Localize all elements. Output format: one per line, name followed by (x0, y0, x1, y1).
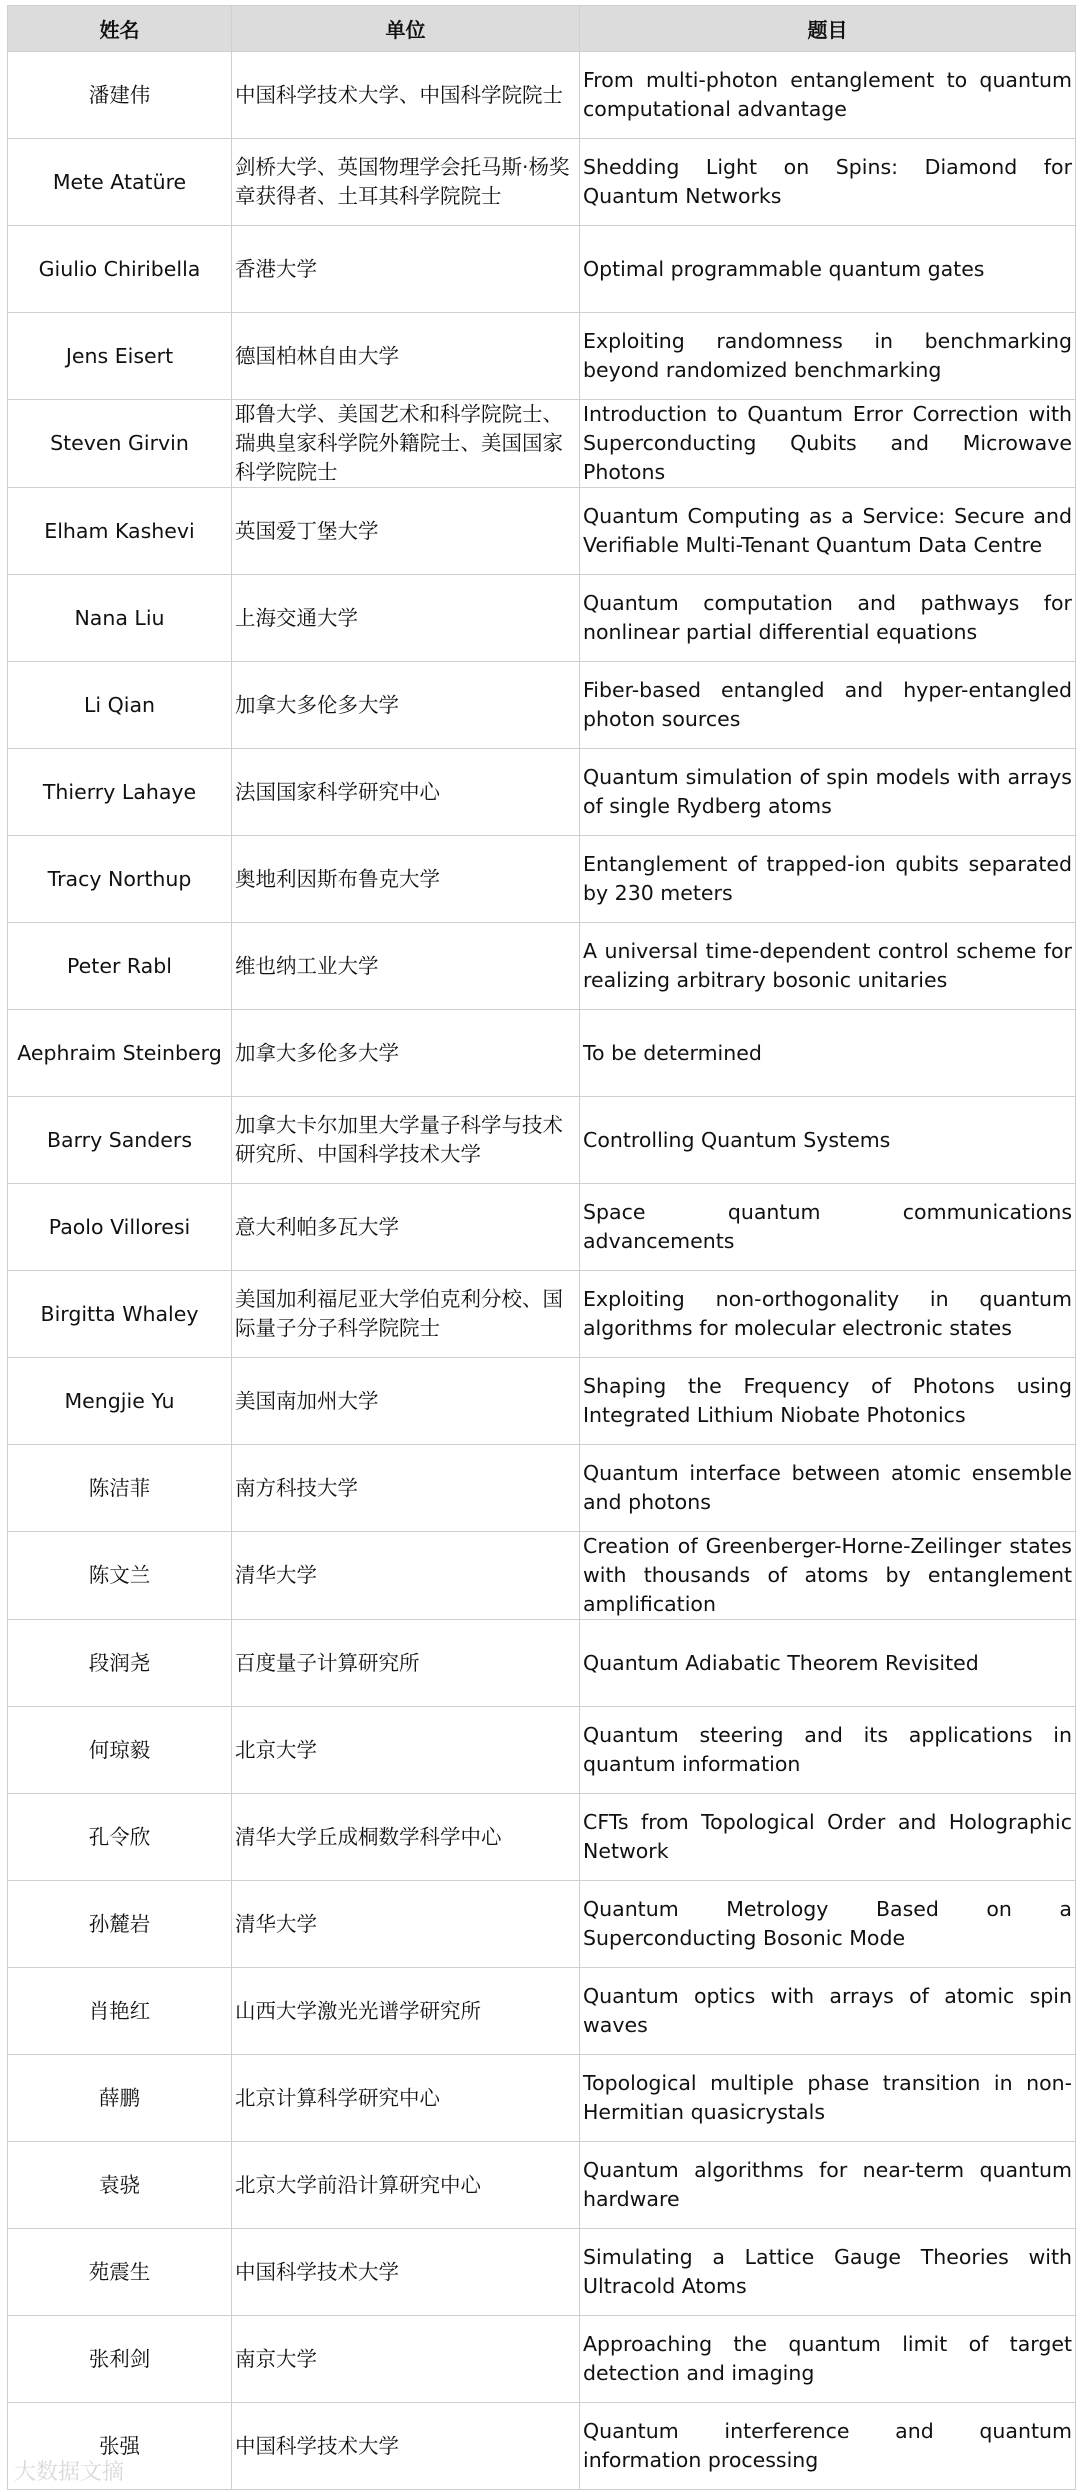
unit-cell: 加拿大多伦多大学 (232, 662, 580, 749)
unit-cell: 维也纳工业大学 (232, 923, 580, 1010)
topic-cell: Exploiting randomness in benchmarking beyond randomized benchmarking (580, 313, 1076, 400)
name-cell: Nana Liu (8, 575, 232, 662)
unit-cell: 南方科技大学 (232, 1445, 580, 1532)
table-row (8, 1358, 1076, 1445)
topic-cell: Simulating a Lattice Gauge Theories with Ultracold Atoms (580, 2229, 1076, 2316)
topic-cell: Shaping the Frequency of Photons using Integrated Lithium Niobate Photonics (580, 1358, 1076, 1445)
unit-cell: 美国南加州大学 (232, 1358, 580, 1445)
unit-cell: 百度量子计算研究所 (232, 1620, 580, 1707)
topic-cell: From multi-photon entanglement to quantum computational advantage (580, 52, 1076, 139)
speaker-table (7, 5, 1076, 2490)
name-cell: 孔令欣 (8, 1794, 232, 1881)
table-row (8, 923, 1076, 1010)
unit-cell: 奥地利因斯布鲁克大学 (232, 836, 580, 923)
name-cell: Paolo Villoresi (8, 1184, 232, 1271)
topic-cell: Quantum optics with arrays of atomic spin waves (580, 1968, 1076, 2055)
table-row (8, 488, 1076, 575)
unit-cell: 清华大学 (232, 1532, 580, 1620)
table-row (8, 836, 1076, 923)
unit-cell: 北京大学 (232, 1707, 580, 1794)
name-cell: 袁骁 (8, 2142, 232, 2229)
unit-cell: 北京大学前沿计算研究中心 (232, 2142, 580, 2229)
unit-cell: 剑桥大学、英国物理学会托马斯·杨奖章获得者、土耳其科学院院士 (232, 139, 580, 226)
topic-cell: Entanglement of trapped-ion qubits separated by 230 meters (580, 836, 1076, 923)
unit-cell: 意大利帕多瓦大学 (232, 1184, 580, 1271)
name-cell: Giulio Chiribella (8, 226, 232, 313)
name-cell: Aephraim Steinberg (8, 1010, 232, 1097)
topic-cell: Quantum interference and quantum information processing (580, 2403, 1076, 2490)
name-cell: Li Qian (8, 662, 232, 749)
unit-cell: 北京计算科学研究中心 (232, 2055, 580, 2142)
unit-cell: 香港大学 (232, 226, 580, 313)
table-row (8, 662, 1076, 749)
unit-cell: 中国科学技术大学 (232, 2403, 580, 2490)
name-cell: Peter Rabl (8, 923, 232, 1010)
name-cell: Steven Girvin (8, 400, 232, 488)
unit-cell: 加拿大卡尔加里大学量子科学与技术研究所、中国科学技术大学 (232, 1097, 580, 1184)
table-row (8, 1881, 1076, 1968)
header-name: 姓名 (8, 6, 232, 52)
name-cell: 陈洁菲 (8, 1445, 232, 1532)
name-cell: Barry Sanders (8, 1097, 232, 1184)
table-row (8, 1445, 1076, 1532)
table-row (8, 400, 1076, 488)
topic-cell: A universal time-dependent control scheme for realizing arbitrary bosonic unitaries (580, 923, 1076, 1010)
table-row (8, 52, 1076, 139)
table-row (8, 1097, 1076, 1184)
table-row (8, 1968, 1076, 2055)
topic-cell: Creation of Greenberger-Horne-Zeilinger states with thousands of atoms by entanglement amplification (580, 1532, 1076, 1620)
topic-cell: Fiber-based entangled and hyper-entangled photon sources (580, 662, 1076, 749)
name-cell: Tracy Northup (8, 836, 232, 923)
topic-cell: Quantum Metrology Based on a Superconducting Bosonic Mode (580, 1881, 1076, 1968)
table-row (8, 313, 1076, 400)
name-cell: Thierry Lahaye (8, 749, 232, 836)
name-cell: Birgitta Whaley (8, 1271, 232, 1358)
unit-cell: 上海交通大学 (232, 575, 580, 662)
name-cell: Jens Eisert (8, 313, 232, 400)
name-cell: 何琼毅 (8, 1707, 232, 1794)
table-row (8, 2403, 1076, 2490)
name-cell: 潘建伟 (8, 52, 232, 139)
header-topic: 题目 (580, 6, 1076, 52)
topic-cell: Controlling Quantum Systems (580, 1097, 1076, 1184)
unit-cell: 中国科学技术大学 (232, 2229, 580, 2316)
table-row (8, 1010, 1076, 1097)
topic-cell: Quantum simulation of spin models with arrays of single Rydberg atoms (580, 749, 1076, 836)
name-cell: 陈文兰 (8, 1532, 232, 1620)
topic-cell: Optimal programmable quantum gates (580, 226, 1076, 313)
topic-cell: Introduction to Quantum Error Correction with Superconducting Qubits and Microwave Photons (580, 400, 1076, 488)
topic-cell: Quantum algorithms for near-term quantum hardware (580, 2142, 1076, 2229)
table-row (8, 1620, 1076, 1707)
table-row (8, 749, 1076, 836)
table-row (8, 226, 1076, 313)
table-body (8, 52, 1076, 2490)
table-row (8, 1707, 1076, 1794)
topic-cell: CFTs from Topological Order and Holographic Network (580, 1794, 1076, 1881)
topic-cell: Quantum Computing as a Service: Secure and Verifiable Multi-Tenant Quantum Data Centre (580, 488, 1076, 575)
unit-cell: 加拿大多伦多大学 (232, 1010, 580, 1097)
topic-cell: Quantum Adiabatic Theorem Revisited (580, 1620, 1076, 1707)
table-row (8, 2142, 1076, 2229)
topic-cell: Space quantum communications advancements (580, 1184, 1076, 1271)
table-row (8, 1532, 1076, 1620)
name-cell: 张强 (8, 2403, 232, 2490)
name-cell: 段润尧 (8, 1620, 232, 1707)
unit-cell: 法国国家科学研究中心 (232, 749, 580, 836)
topic-cell: Quantum steering and its applications in quantum information (580, 1707, 1076, 1794)
unit-cell: 英国爱丁堡大学 (232, 488, 580, 575)
topic-cell: Approaching the quantum limit of target detection and imaging (580, 2316, 1076, 2403)
unit-cell: 山西大学激光光谱学研究所 (232, 1968, 580, 2055)
unit-cell: 美国加利福尼亚大学伯克利分校、国际量子分子科学院院士 (232, 1271, 580, 1358)
watermark: 大数据文摘 (14, 2460, 125, 2485)
unit-cell: 耶鲁大学、美国艺术和科学院院士、瑞典皇家科学院外籍院士、美国国家科学院院士 (232, 400, 580, 488)
table-row (8, 1271, 1076, 1358)
header-row (8, 6, 1076, 52)
name-cell: 张利剑 (8, 2316, 232, 2403)
unit-cell: 德国柏林自由大学 (232, 313, 580, 400)
table-row (8, 2055, 1076, 2142)
unit-cell: 中国科学技术大学、中国科学院院士 (232, 52, 580, 139)
name-cell: Elham Kashevi (8, 488, 232, 575)
topic-cell: Quantum computation and pathways for nonlinear partial differential equations (580, 575, 1076, 662)
topic-cell: Shedding Light on Spins: Diamond for Quantum Networks (580, 139, 1076, 226)
unit-cell: 南京大学 (232, 2316, 580, 2403)
unit-cell: 清华大学丘成桐数学科学中心 (232, 1794, 580, 1881)
table-row (8, 139, 1076, 226)
name-cell: 薛鹏 (8, 2055, 232, 2142)
topic-cell: Quantum interface between atomic ensemble and photons (580, 1445, 1076, 1532)
name-cell: 苑震生 (8, 2229, 232, 2316)
header-unit: 单位 (232, 6, 580, 52)
name-cell: Mengjie Yu (8, 1358, 232, 1445)
table-row (8, 2316, 1076, 2403)
unit-cell: 清华大学 (232, 1881, 580, 1968)
topic-cell: Exploiting non-orthogonality in quantum algorithms for molecular electronic states (580, 1271, 1076, 1358)
table-row (8, 575, 1076, 662)
table-row (8, 1184, 1076, 1271)
name-cell: 肖艳红 (8, 1968, 232, 2055)
topic-cell: Topological multiple phase transition in non-Hermitian quasicrystals (580, 2055, 1076, 2142)
name-cell: Mete Atatüre (8, 139, 232, 226)
table-row (8, 1794, 1076, 1881)
topic-cell: To be determined (580, 1010, 1076, 1097)
name-cell: 孙麓岩 (8, 1881, 232, 1968)
table-row (8, 2229, 1076, 2316)
